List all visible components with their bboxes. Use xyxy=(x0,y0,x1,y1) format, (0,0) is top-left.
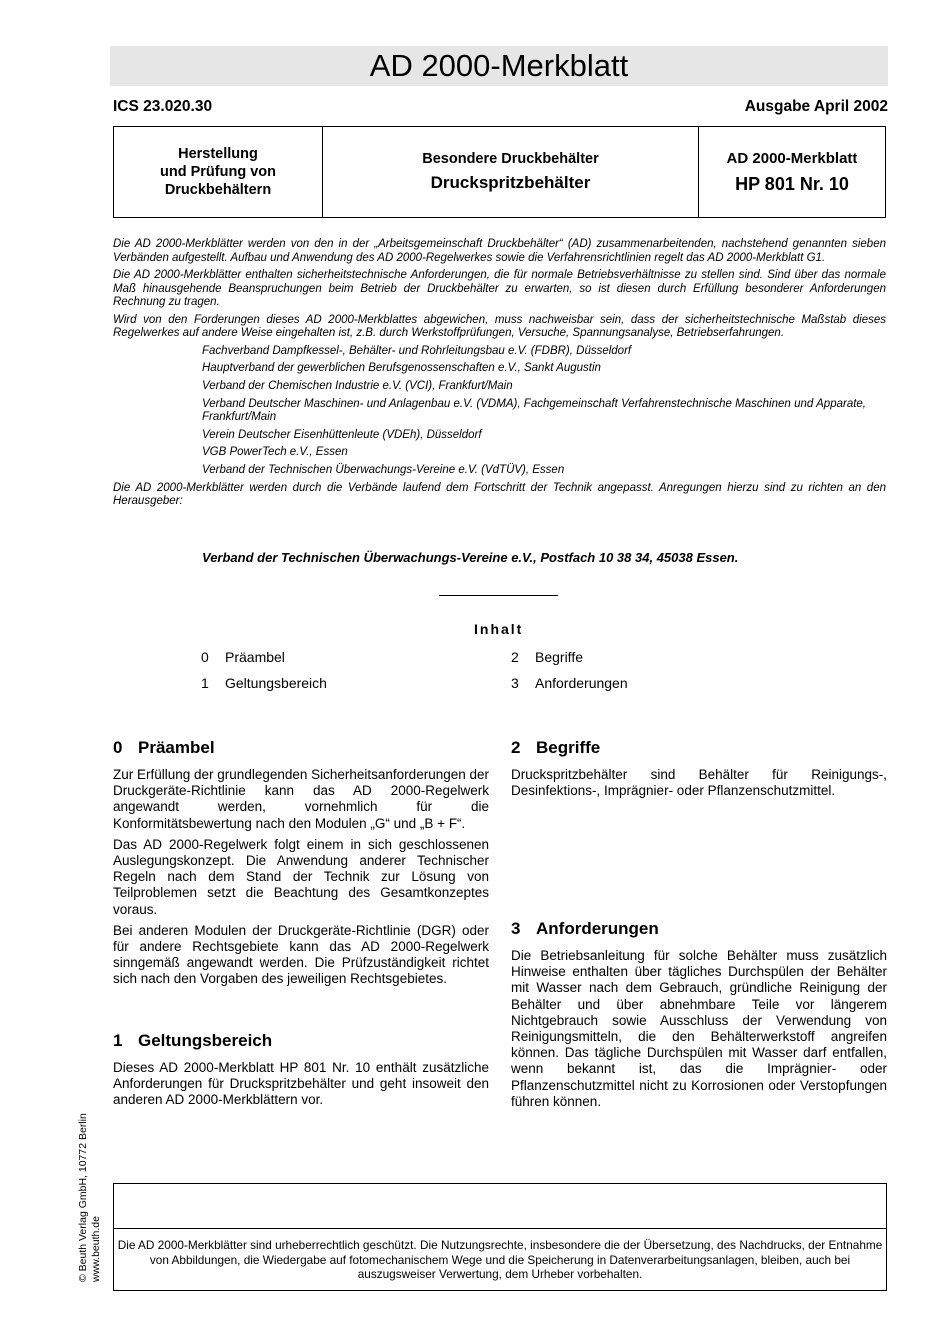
section-heading-preamble: 0 Präambel xyxy=(113,738,215,757)
toc-item[interactable]: 3 Anforderungen xyxy=(511,675,628,691)
association-item: VGB PowerTech e.V., Essen xyxy=(202,446,348,459)
intro-closing: Die AD 2000-Merkblätter werden durch die Verbände laufend dem Fortschritt der Technik angepasst. Anregungen hierzu sind zu richten an den Herausgeber: xyxy=(113,481,886,508)
intro-paragraph: Die AD 2000-Merkblätter enthalten sicherheitstechnische Anforderungen, die für normale Betriebsverhältnisse zu stellen sind. Sind über das normale Maß hinausgehende Beanspruchungen beim Betrieb der Druckbehälter zu erwarten, so ist diesen durch Erfüllung besonderer Anforderungen Rechnung zu tragen. xyxy=(113,269,886,308)
toc-title: Inhalt xyxy=(474,621,524,637)
section-heading-requirements: 3 Anforderungen xyxy=(511,919,659,938)
intro-block xyxy=(113,238,886,513)
toc-item[interactable]: 2 Begriffe xyxy=(511,649,583,665)
divider xyxy=(439,595,558,596)
intro-paragraph: Wird von den Forderungen dieses AD 2000-Merkblattes abgewichen, muss nachweisbar sein, dass der sicherheitstechnische Maßstab dieses Regelwerkes auf andere Weise eingehalten ist, z.B. durch Werkstoffprüfungen, Versuche, Spannungsanalyse, Betriebserfahrungen. xyxy=(113,313,886,339)
copyright-side-note: © Beuth Verlag GmbH, 10772 Berlin www.beuth.de xyxy=(77,1113,102,1282)
association-item: Verein Deutscher Eisenhüttenleute (VDEh), Düsseldorf xyxy=(202,428,482,441)
copyright-notice: Die AD 2000-Merkblätter sind urheberrechtlich geschützt. Die Nutzungsrechte, insbesondere die der Übersetzung, des Nachdrucks, der Entnahme von Abbildungen, die Wiedergabe auf fotomechanischem Wege und die Speicherung in Datenverarbeitungsanlagen, bleiben, auch bei auszugsweiser Verwertung, dem Urheber vorbehalten. xyxy=(114,1228,886,1290)
header-subject: Besondere Druckbehälter Druckspritzbehälter xyxy=(323,127,699,217)
section-body-definitions: Druckspritzbehälter sind Behälter für Reinigungs-, Desinfektions-, Imprägnier- oder Pflanzenschutzmittel. xyxy=(511,767,887,799)
ics-code: ICS 23.020.30 xyxy=(113,98,213,115)
association-list xyxy=(113,345,886,478)
publisher-address: Verband der Technischen Überwachungs-Vereine e.V., Postfach 10 38 34, 45038 Essen. xyxy=(202,550,739,565)
association-item: Fachverband Dampfkessel-, Behälter- und Rohrleitungsbau e.V. (FDBR), Düsseldorf xyxy=(202,344,632,357)
section-body-requirements: Die Betriebsanleitung für solche Behälter muss zusätzlich Hinweise enthalten über tägliches Durchspülen der Behälter mit Wasser nach dem Gebrauch, gründliche Reinigung der Behälter und über abnehmbare Teile vor längerem Nichtgebrauch sowie Ausschluss der Verwendung von Reinigungsmitteln, die den Behälterwerkstoff angreifen können. Das tägliche Durchspülen mit Wasser darf entfallen, wenn bekannt ist, das die Imprägnier- oder Pflanzenschutzmittel nicht zu Korrosionen oder Verstopfungen führen können. xyxy=(511,948,887,1109)
association-item: Verband der Technischen Überwachungs-Vereine e.V. (VdTÜV), Essen xyxy=(202,464,565,477)
toc-item[interactable]: 0 Präambel xyxy=(201,649,285,665)
section-body-scope: Dieses AD 2000-Merkblatt HP 801 Nr. 10 enthält zusätzliche Anforderungen für Druckspritzbehälter und geht insoweit den anderen AD 2000-Merkblättern vor. xyxy=(113,1060,489,1108)
section-heading-scope: 1 Geltungsbereich xyxy=(113,1031,273,1050)
section-body-preamble: Zur Erfüllung der grundlegenden Sicherheitsanforderungen der Druckgeräte-Richtlinie kann das AD 2000-Regelwerk angewandt werden, vornehmlich für die Konformitätsbewertung nach den Modulen „G“ und „B + F“. Das AD 2000-Regelwerk folgt einem in sich geschlossenen Auslegungskonzept. Die Anwendung anderer Technischer Regeln nach dem Stand der Technik zur Lösung von Teilproblemen setzt die Beachtung des Gesamtkonzeptes voraus. Bei anderen Modulen der Druckgeräte-Richtlinie (DGR) oder für andere Rechtsgebiete kann das AD 2000-Regelwerk sinngemäß angewandt werden. Die Prüfzuständigkeit richtet sich nach den Vorgaben des jeweiligen Rechtsgebietes. xyxy=(113,767,489,987)
association-item: Hauptverband der gewerblichen Berufsgenossenschaften e.V., Sankt Augustin xyxy=(202,362,601,375)
association-item: Verband der Chemischen Industrie e.V. (VCI), Frankfurt/Main xyxy=(202,379,513,392)
header-category: Herstellung und Prüfung von Druckbehältern xyxy=(114,127,323,217)
header-doc-id: AD 2000-Merkblatt HP 801 Nr. 10 xyxy=(726,149,858,194)
section-heading-definitions: 2 Begriffe xyxy=(511,738,601,757)
header-box xyxy=(113,126,886,218)
intro-paragraph: Die AD 2000-Merkblätter werden von den in der „Arbeitsgemeinschaft Druckbehälter“ (AD) zusammenarbeitenden, nachstehend genannten sieben Verbänden aufgestellt. Aufbau und Anwendung des AD 2000-Regelwerkes sowie die Verfahrensrichtlinien regelt das AD 2000-Merkblatt G1. xyxy=(113,238,886,264)
edition-date: Ausgabe April 2002 xyxy=(744,98,888,115)
association-item: Verband Deutscher Maschinen- und Anlagenbau e.V. (VDMA), Fachgemeinschaft Verfahrenstechnische Maschinen und Apparate, Frankfurt/Main xyxy=(202,397,866,424)
toc-item[interactable]: 1 Geltungsbereich xyxy=(201,675,327,691)
footer-box xyxy=(113,1183,887,1291)
document-title: AD 2000-Merkblatt xyxy=(110,46,888,86)
